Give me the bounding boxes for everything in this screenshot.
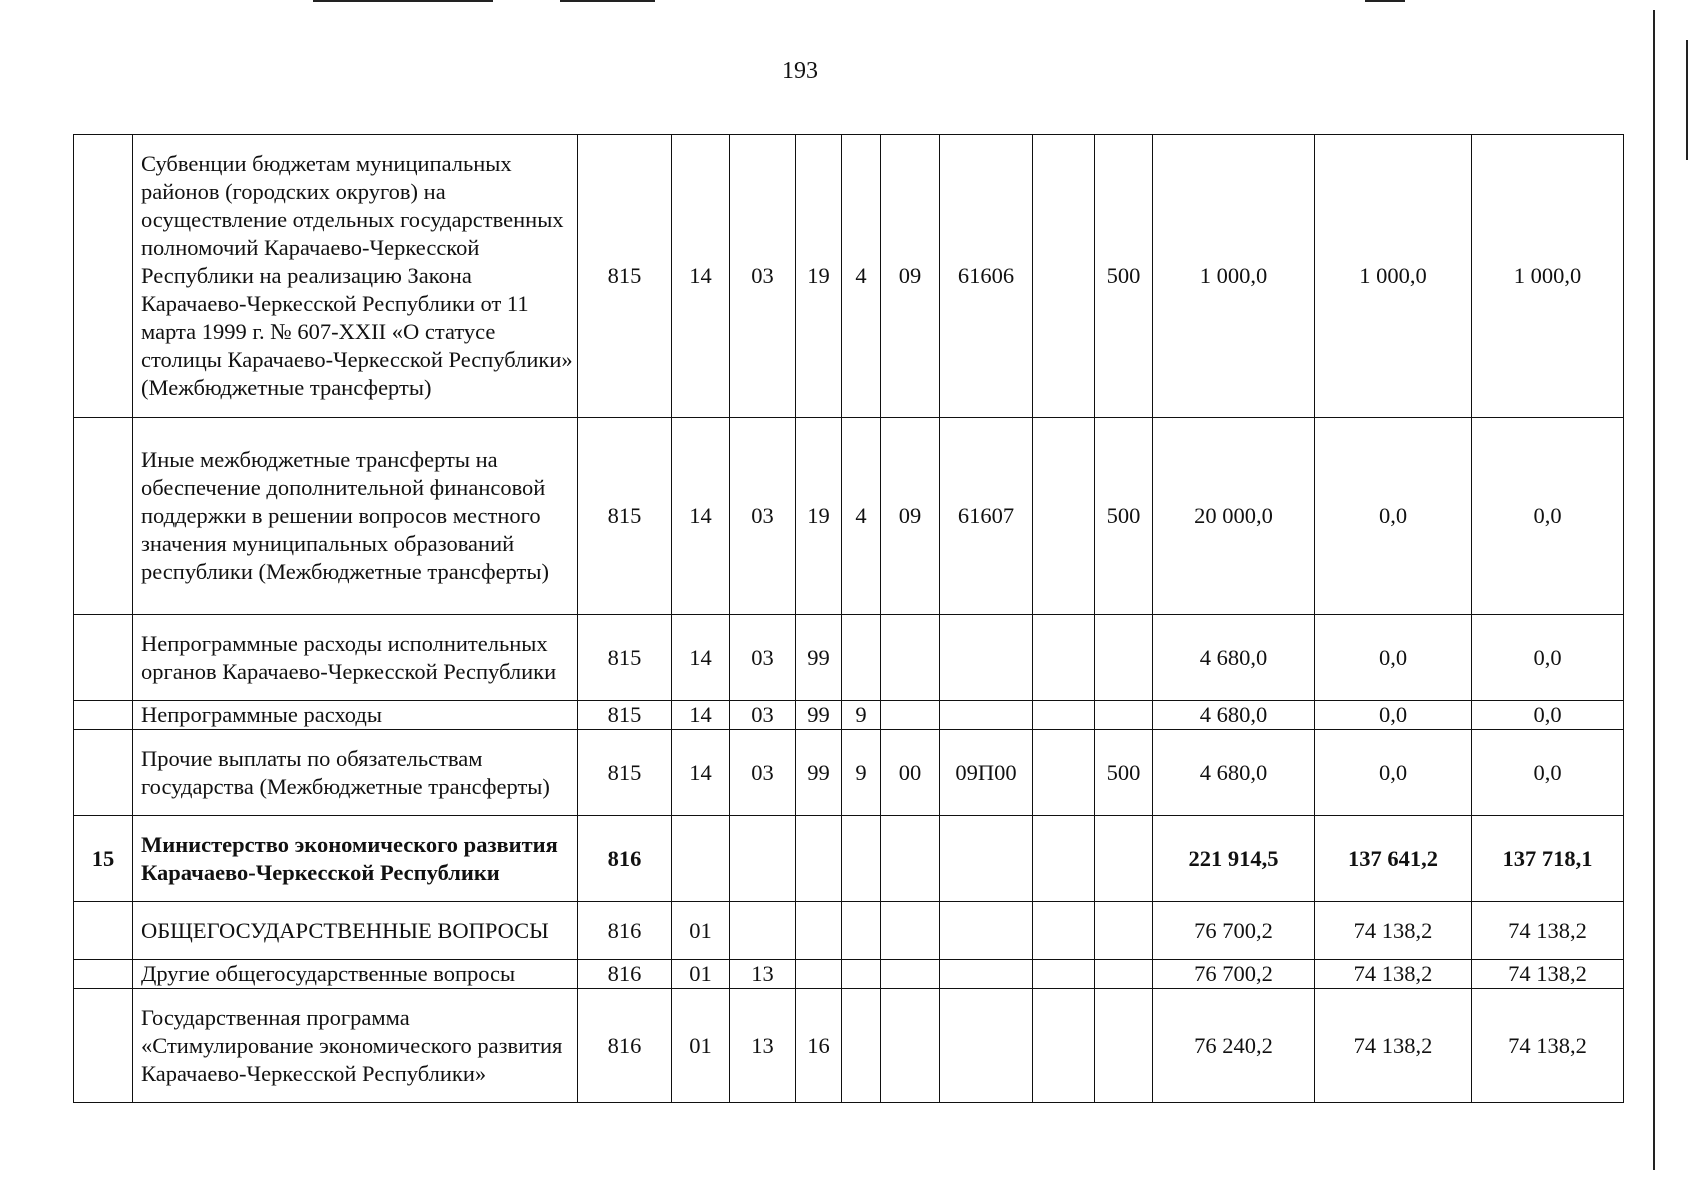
row-number-cell bbox=[74, 730, 133, 816]
amount-year1-cell: 1 000,0 bbox=[1153, 135, 1315, 418]
subprogram-code-cell bbox=[842, 989, 881, 1103]
ministry-code-cell: 816 bbox=[578, 902, 672, 960]
amount-year1-cell: 20 000,0 bbox=[1153, 418, 1315, 615]
program-code-cell bbox=[796, 960, 842, 989]
empty-code-cell bbox=[1033, 902, 1095, 960]
section-code-cell: 14 bbox=[672, 615, 730, 701]
row-number-cell bbox=[74, 989, 133, 1103]
subprogram-code-cell bbox=[842, 615, 881, 701]
subprogram-code-cell bbox=[842, 902, 881, 960]
expense-direction-code-cell: 09П00 bbox=[940, 730, 1033, 816]
empty-code-cell bbox=[1033, 615, 1095, 701]
ministry-code-cell: 815 bbox=[578, 135, 672, 418]
subsection-code-cell: 03 bbox=[730, 701, 796, 730]
expense-direction-code-cell bbox=[940, 816, 1033, 902]
amount-year2-cell: 0,0 bbox=[1315, 418, 1472, 615]
main-event-code-cell: 00 bbox=[881, 730, 940, 816]
amount-year3-cell: 0,0 bbox=[1472, 730, 1624, 816]
expense-type-code-cell: 500 bbox=[1095, 418, 1153, 615]
item-name-cell: Министерство экономического развития Карачаево-Черкесской Республики bbox=[133, 816, 578, 902]
amount-year2-cell: 0,0 bbox=[1315, 615, 1472, 701]
amount-year1-cell: 221 914,5 bbox=[1153, 816, 1315, 902]
row-number-cell bbox=[74, 701, 133, 730]
budget-table bbox=[73, 134, 1624, 1103]
section-code-cell: 01 bbox=[672, 960, 730, 989]
row-number-cell bbox=[74, 418, 133, 615]
table-row bbox=[74, 902, 1624, 960]
section-code-cell: 14 bbox=[672, 418, 730, 615]
subsection-code-cell: 03 bbox=[730, 615, 796, 701]
table-row bbox=[74, 816, 1624, 902]
program-code-cell: 99 bbox=[796, 615, 842, 701]
empty-code-cell bbox=[1033, 730, 1095, 816]
expense-direction-code-cell bbox=[940, 902, 1033, 960]
row-number-cell bbox=[74, 615, 133, 701]
subsection-code-cell: 13 bbox=[730, 960, 796, 989]
table-body bbox=[74, 135, 1624, 1103]
amount-year3-cell: 0,0 bbox=[1472, 615, 1624, 701]
program-code-cell: 19 bbox=[796, 418, 842, 615]
item-name-cell: ОБЩЕГОСУДАРСТВЕННЫЕ ВОПРОСЫ bbox=[133, 902, 578, 960]
amount-year2-cell: 74 138,2 bbox=[1315, 902, 1472, 960]
subprogram-code-cell: 4 bbox=[842, 135, 881, 418]
section-code-cell bbox=[672, 816, 730, 902]
subprogram-code-cell: 9 bbox=[842, 730, 881, 816]
empty-code-cell bbox=[1033, 816, 1095, 902]
row-number-cell bbox=[74, 960, 133, 989]
item-name-cell: Другие общегосударственные вопросы bbox=[133, 960, 578, 989]
main-event-code-cell: 09 bbox=[881, 135, 940, 418]
program-code-cell bbox=[796, 816, 842, 902]
expense-type-code-cell bbox=[1095, 701, 1153, 730]
amount-year1-cell: 76 240,2 bbox=[1153, 989, 1315, 1103]
expense-type-code-cell bbox=[1095, 902, 1153, 960]
table-row bbox=[74, 135, 1624, 418]
empty-code-cell bbox=[1033, 960, 1095, 989]
row-number-cell: 15 bbox=[74, 816, 133, 902]
ministry-code-cell: 815 bbox=[578, 615, 672, 701]
empty-code-cell bbox=[1033, 989, 1095, 1103]
subprogram-code-cell bbox=[842, 960, 881, 989]
scan-artifact-right-edge bbox=[1653, 10, 1655, 1170]
amount-year2-cell: 0,0 bbox=[1315, 730, 1472, 816]
expense-direction-code-cell bbox=[940, 960, 1033, 989]
expense-type-code-cell: 500 bbox=[1095, 730, 1153, 816]
subprogram-code-cell bbox=[842, 816, 881, 902]
item-name-cell: Государственная программа «Стимулирование экономического развития Карачаево-Черкесской Республики» bbox=[133, 989, 578, 1103]
scan-artifact-right-tick bbox=[1686, 40, 1688, 160]
scan-artifact-top-mid bbox=[560, 0, 655, 2]
table-row bbox=[74, 701, 1624, 730]
subsection-code-cell: 13 bbox=[730, 989, 796, 1103]
expense-type-code-cell bbox=[1095, 816, 1153, 902]
page-number: 193 bbox=[782, 58, 818, 84]
section-code-cell: 14 bbox=[672, 730, 730, 816]
amount-year1-cell: 4 680,0 bbox=[1153, 701, 1315, 730]
section-code-cell: 01 bbox=[672, 989, 730, 1103]
expense-direction-code-cell bbox=[940, 989, 1033, 1103]
program-code-cell: 99 bbox=[796, 730, 842, 816]
ministry-code-cell: 816 bbox=[578, 960, 672, 989]
table-row bbox=[74, 960, 1624, 989]
amount-year2-cell: 0,0 bbox=[1315, 701, 1472, 730]
program-code-cell bbox=[796, 902, 842, 960]
section-code-cell: 14 bbox=[672, 701, 730, 730]
empty-code-cell bbox=[1033, 135, 1095, 418]
main-event-code-cell bbox=[881, 902, 940, 960]
amount-year1-cell: 4 680,0 bbox=[1153, 730, 1315, 816]
amount-year2-cell: 74 138,2 bbox=[1315, 989, 1472, 1103]
main-event-code-cell bbox=[881, 701, 940, 730]
amount-year2-cell: 137 641,2 bbox=[1315, 816, 1472, 902]
expense-direction-code-cell: 61607 bbox=[940, 418, 1033, 615]
scan-artifact-top-right bbox=[1365, 0, 1405, 2]
main-event-code-cell bbox=[881, 960, 940, 989]
program-code-cell: 16 bbox=[796, 989, 842, 1103]
empty-code-cell bbox=[1033, 418, 1095, 615]
amount-year3-cell: 0,0 bbox=[1472, 701, 1624, 730]
program-code-cell: 99 bbox=[796, 701, 842, 730]
amount-year1-cell: 76 700,2 bbox=[1153, 902, 1315, 960]
row-number-cell bbox=[74, 902, 133, 960]
amount-year3-cell: 74 138,2 bbox=[1472, 960, 1624, 989]
expense-type-code-cell: 500 bbox=[1095, 135, 1153, 418]
section-code-cell: 14 bbox=[672, 135, 730, 418]
expense-direction-code-cell: 61606 bbox=[940, 135, 1033, 418]
item-name-cell: Иные межбюджетные трансферты на обеспечение дополнительной финансовой поддержки в решении вопросов местного значения муниципальных образований республики (Межбюджетные трансферты) bbox=[133, 418, 578, 615]
item-name-cell: Непрограммные расходы исполнительных органов Карачаево-Черкесской Республики bbox=[133, 615, 578, 701]
main-event-code-cell bbox=[881, 816, 940, 902]
main-event-code-cell: 09 bbox=[881, 418, 940, 615]
amount-year1-cell: 76 700,2 bbox=[1153, 960, 1315, 989]
subsection-code-cell bbox=[730, 902, 796, 960]
item-name-cell: Непрограммные расходы bbox=[133, 701, 578, 730]
amount-year3-cell: 74 138,2 bbox=[1472, 902, 1624, 960]
ministry-code-cell: 815 bbox=[578, 701, 672, 730]
program-code-cell: 19 bbox=[796, 135, 842, 418]
subsection-code-cell bbox=[730, 816, 796, 902]
item-name-cell: Прочие выплаты по обязательствам государства (Межбюджетные трансферты) bbox=[133, 730, 578, 816]
subsection-code-cell: 03 bbox=[730, 135, 796, 418]
amount-year1-cell: 4 680,0 bbox=[1153, 615, 1315, 701]
subsection-code-cell: 03 bbox=[730, 418, 796, 615]
expense-direction-code-cell bbox=[940, 701, 1033, 730]
amount-year3-cell: 1 000,0 bbox=[1472, 135, 1624, 418]
table-row bbox=[74, 615, 1624, 701]
amount-year3-cell: 0,0 bbox=[1472, 418, 1624, 615]
expense-type-code-cell bbox=[1095, 615, 1153, 701]
amount-year2-cell: 74 138,2 bbox=[1315, 960, 1472, 989]
scan-artifact-top-left bbox=[313, 0, 493, 2]
empty-code-cell bbox=[1033, 701, 1095, 730]
expense-type-code-cell bbox=[1095, 960, 1153, 989]
subprogram-code-cell: 9 bbox=[842, 701, 881, 730]
amount-year3-cell: 137 718,1 bbox=[1472, 816, 1624, 902]
ministry-code-cell: 815 bbox=[578, 730, 672, 816]
subsection-code-cell: 03 bbox=[730, 730, 796, 816]
section-code-cell: 01 bbox=[672, 902, 730, 960]
expense-direction-code-cell bbox=[940, 615, 1033, 701]
subprogram-code-cell: 4 bbox=[842, 418, 881, 615]
table-row bbox=[74, 989, 1624, 1103]
amount-year2-cell: 1 000,0 bbox=[1315, 135, 1472, 418]
expense-type-code-cell bbox=[1095, 989, 1153, 1103]
ministry-code-cell: 816 bbox=[578, 816, 672, 902]
main-event-code-cell bbox=[881, 615, 940, 701]
row-number-cell bbox=[74, 135, 133, 418]
amount-year3-cell: 74 138,2 bbox=[1472, 989, 1624, 1103]
table-row bbox=[74, 730, 1624, 816]
ministry-code-cell: 816 bbox=[578, 989, 672, 1103]
main-event-code-cell bbox=[881, 989, 940, 1103]
ministry-code-cell: 815 bbox=[578, 418, 672, 615]
table-row bbox=[74, 418, 1624, 615]
item-name-cell: Субвенции бюджетам муниципальных районов (городских округов) на осуществление отдельных государственных полномочий Карачаево-Черкесской Республики на реализацию Закона Карачаево-Черкесской Республики от 11 марта 1999 г. № 607-XXII «О статусе столицы Карачаево-Черкесской Республики» (Межбюджетные трансферты) bbox=[133, 135, 578, 418]
